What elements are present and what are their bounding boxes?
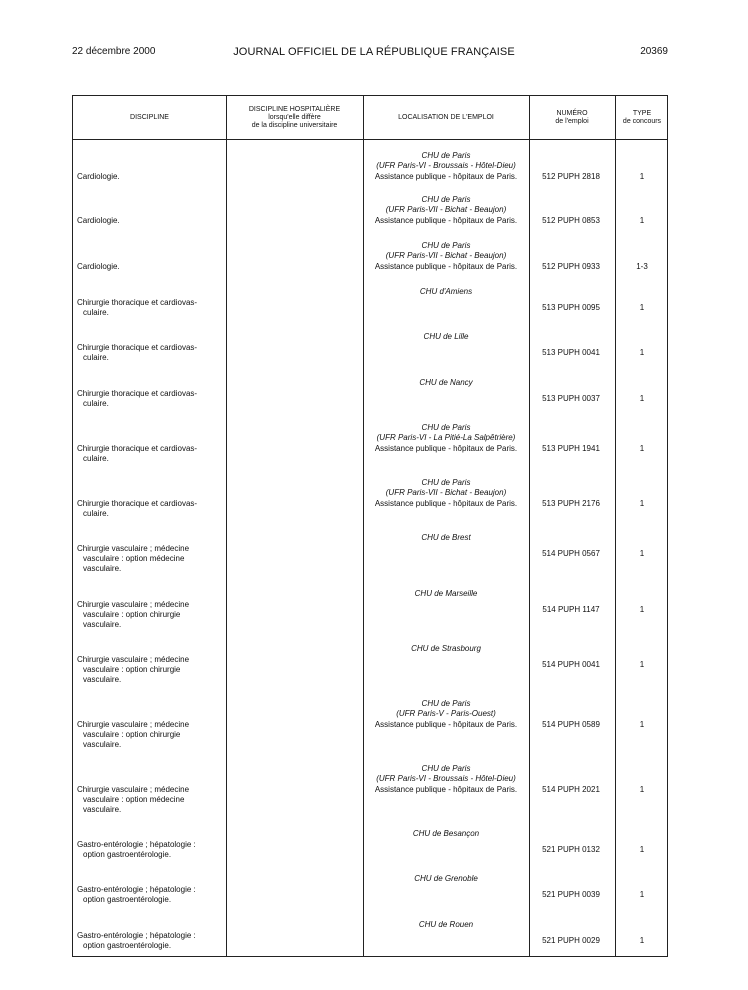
col-header-numero-line: NUMÉRO [556, 109, 588, 117]
row-discipline-line: vasculaire. [83, 675, 122, 684]
row-localisation [367, 589, 525, 599]
row-type: 1 [639, 499, 645, 508]
row-numero: 514 PUPH 0567 [542, 549, 600, 558]
header-date: 22 décembre 2000 [72, 46, 156, 57]
page-number: 20369 [640, 46, 668, 57]
row-localisation [367, 332, 525, 342]
row-discipline-line: culaire. [83, 399, 109, 408]
row-city: CHU de Brest [421, 533, 471, 542]
row-city: CHU de Grenoble [414, 874, 478, 883]
row-discipline-line: Cardiologie. [77, 216, 120, 225]
row-ufr: (UFR Paris-VI - Broussais - Hôtel-Dieu) [376, 161, 516, 170]
row-discipline-line: Chirurgie vasculaire ; médecine [77, 785, 190, 794]
row-localisation [367, 423, 525, 443]
row-city: CHU de Besançon [412, 829, 480, 838]
row-localisation [367, 287, 525, 297]
row-localisation [367, 874, 525, 884]
row-numero: 521 PUPH 0132 [542, 845, 600, 854]
row-numero: 521 PUPH 0039 [542, 890, 600, 899]
row-discipline-line: vasculaire : option chirurgie [83, 665, 181, 674]
row-numero: 513 PUPH 2176 [542, 499, 600, 508]
row-discipline-line: vasculaire : option médecine [83, 554, 185, 563]
col-header-localisation [363, 96, 529, 139]
column-divider [226, 96, 227, 956]
row-discipline-line: Chirurgie vasculaire ; médecine [77, 720, 190, 729]
row-discipline [77, 840, 221, 860]
row-type: 1 [639, 216, 645, 225]
row-localisation [367, 829, 525, 839]
row-discipline-line: option gastroentérologie. [83, 850, 172, 859]
row-discipline [77, 172, 221, 182]
row-localisation [367, 644, 525, 654]
row-discipline-line: Chirurgie thoracique et cardiovas- [77, 343, 198, 352]
row-type: 1 [639, 348, 645, 357]
col-header-localisation-label: LOCALISATION DE L'EMPLOI [398, 113, 494, 121]
row-assistance: Assistance publique - hôpitaux de Paris. [374, 785, 518, 794]
row-discipline [77, 885, 221, 905]
row-localisation [367, 699, 525, 719]
row-type: 1-3 [636, 262, 648, 271]
row-type: 1 [639, 444, 645, 453]
row-discipline [77, 262, 221, 272]
row-city: CHU de Lille [423, 332, 469, 341]
row-numero: 514 PUPH 2021 [542, 785, 600, 794]
row-discipline [77, 720, 221, 750]
row-discipline-line: Chirurgie thoracique et cardiovas- [77, 298, 198, 307]
col-header-type [615, 96, 669, 139]
row-localisation [367, 151, 525, 171]
row-type: 1 [639, 172, 645, 181]
col-header-numero-line: de l'emploi [555, 117, 589, 125]
row-type: 1 [639, 720, 645, 729]
row-city: CHU de Paris [421, 241, 471, 250]
emploi-table [72, 95, 668, 957]
row-discipline-line: Chirurgie vasculaire ; médecine [77, 600, 190, 609]
row-ufr: (UFR Paris-VI - Broussais - Hôtel-Dieu) [376, 774, 516, 783]
row-ufr: (UFR Paris-VI - La Pitié-La Salpêtrière) [376, 433, 516, 442]
row-type: 1 [639, 845, 645, 854]
row-city: CHU d'Amiens [419, 287, 473, 296]
col-header-hospitaliere [226, 96, 363, 139]
row-numero: 514 PUPH 0589 [542, 720, 600, 729]
row-city: CHU de Paris [421, 764, 471, 773]
row-type: 1 [639, 549, 645, 558]
row-discipline [77, 298, 221, 318]
row-assistance: Assistance publique - hôpitaux de Paris. [374, 216, 518, 225]
col-header-type-line: TYPE [632, 109, 652, 117]
row-discipline [77, 600, 221, 630]
row-numero: 513 PUPH 0041 [542, 348, 600, 357]
row-numero: 512 PUPH 0933 [542, 262, 600, 271]
row-assistance: Assistance publique - hôpitaux de Paris. [374, 720, 518, 729]
col-header-discipline [73, 96, 226, 139]
row-city: CHU de Strasbourg [411, 644, 481, 653]
row-type: 1 [639, 303, 645, 312]
row-city: CHU de Paris [421, 423, 471, 432]
row-assistance: Assistance publique - hôpitaux de Paris. [374, 499, 518, 508]
row-discipline-line: vasculaire : option médecine [83, 795, 185, 804]
row-city: CHU de Paris [421, 195, 471, 204]
col-header-type-line: de concours [622, 117, 662, 125]
row-discipline [77, 343, 221, 363]
row-discipline [77, 444, 221, 464]
col-header-hospitaliere-line: de la discipline universitaire [251, 121, 338, 129]
row-localisation [367, 378, 525, 388]
row-localisation [367, 920, 525, 930]
col-header-hospitaliere-line: lorsqu'elle diffère [268, 113, 321, 121]
column-divider [363, 96, 364, 956]
row-discipline-line: Cardiologie. [77, 172, 120, 181]
row-type: 1 [639, 394, 645, 403]
row-assistance: Assistance publique - hôpitaux de Paris. [374, 172, 518, 181]
row-numero: 513 PUPH 1941 [542, 444, 600, 453]
row-ufr: (UFR Paris-VII - Bichat - Beaujon) [385, 488, 507, 497]
row-ufr: (UFR Paris-V - Paris-Ouest) [396, 709, 496, 718]
journal-title: JOURNAL OFFICIEL DE LA RÉPUBLIQUE FRANÇAISE [233, 46, 515, 58]
row-discipline-line: Chirurgie vasculaire ; médecine [77, 544, 190, 553]
row-assistance: Assistance publique - hôpitaux de Paris. [374, 444, 518, 453]
row-discipline [77, 931, 221, 951]
row-discipline-line: culaire. [83, 308, 109, 317]
row-numero: 513 PUPH 0095 [542, 303, 600, 312]
row-localisation [367, 533, 525, 543]
row-discipline-line: vasculaire. [83, 740, 122, 749]
row-discipline [77, 655, 221, 685]
row-type: 1 [639, 660, 645, 669]
row-numero: 512 PUPH 0853 [542, 216, 600, 225]
row-discipline-line: Chirurgie thoracique et cardiovas- [77, 499, 198, 508]
row-discipline [77, 544, 221, 574]
row-discipline-line: vasculaire. [83, 620, 122, 629]
row-type: 1 [639, 936, 645, 945]
row-discipline-line: option gastroentérologie. [83, 895, 172, 904]
row-city: CHU de Rouen [418, 920, 474, 929]
row-discipline-line: vasculaire. [83, 564, 122, 573]
row-numero: 514 PUPH 0041 [542, 660, 600, 669]
row-city: CHU de Nancy [419, 378, 473, 387]
row-discipline-line: culaire. [83, 353, 109, 362]
row-discipline-line: Chirurgie thoracique et cardiovas- [77, 389, 198, 398]
row-discipline-line: Gastro-entérologie ; hépatologie : [77, 931, 196, 940]
row-discipline-line: vasculaire : option chirurgie [83, 610, 181, 619]
row-discipline-line: option gastroentérologie. [83, 941, 172, 950]
row-numero: 514 PUPH 1147 [542, 605, 600, 614]
row-discipline [77, 499, 221, 519]
row-localisation [367, 478, 525, 498]
row-city: CHU de Paris [421, 478, 471, 487]
row-discipline-line: Chirurgie thoracique et cardiovas- [77, 444, 198, 453]
row-type: 1 [639, 605, 645, 614]
row-numero: 513 PUPH 0037 [542, 394, 600, 403]
row-city: CHU de Paris [421, 699, 471, 708]
row-discipline-line: Cardiologie. [77, 262, 120, 271]
row-discipline-line: culaire. [83, 509, 109, 518]
row-discipline [77, 216, 221, 226]
row-discipline [77, 785, 221, 815]
row-discipline [77, 389, 221, 409]
header-divider [73, 139, 667, 140]
row-discipline-line: Chirurgie vasculaire ; médecine [77, 655, 190, 664]
row-ufr: (UFR Paris-VII - Bichat - Beaujon) [385, 205, 507, 214]
row-numero: 512 PUPH 2818 [542, 172, 600, 181]
row-discipline-line: vasculaire : option chirurgie [83, 730, 181, 739]
row-ufr: (UFR Paris-VII - Bichat - Beaujon) [385, 251, 507, 260]
row-assistance: Assistance publique - hôpitaux de Paris. [374, 262, 518, 271]
row-discipline-line: vasculaire. [83, 805, 122, 814]
col-header-discipline-label: DISCIPLINE [130, 113, 169, 121]
row-localisation [367, 195, 525, 215]
row-type: 1 [639, 890, 645, 899]
row-discipline-line: Gastro-entérologie ; hépatologie : [77, 885, 196, 894]
row-city: CHU de Paris [421, 151, 471, 160]
row-type: 1 [639, 785, 645, 794]
col-header-hospitaliere-line: DISCIPLINE HOSPITALIÈRE [248, 105, 341, 113]
row-discipline-line: Gastro-entérologie ; hépatologie : [77, 840, 196, 849]
row-localisation [367, 764, 525, 784]
row-discipline-line: culaire. [83, 454, 109, 463]
col-header-numero [529, 96, 615, 139]
row-city: CHU de Marseille [414, 589, 478, 598]
row-numero: 521 PUPH 0029 [542, 936, 600, 945]
row-localisation [367, 241, 525, 261]
